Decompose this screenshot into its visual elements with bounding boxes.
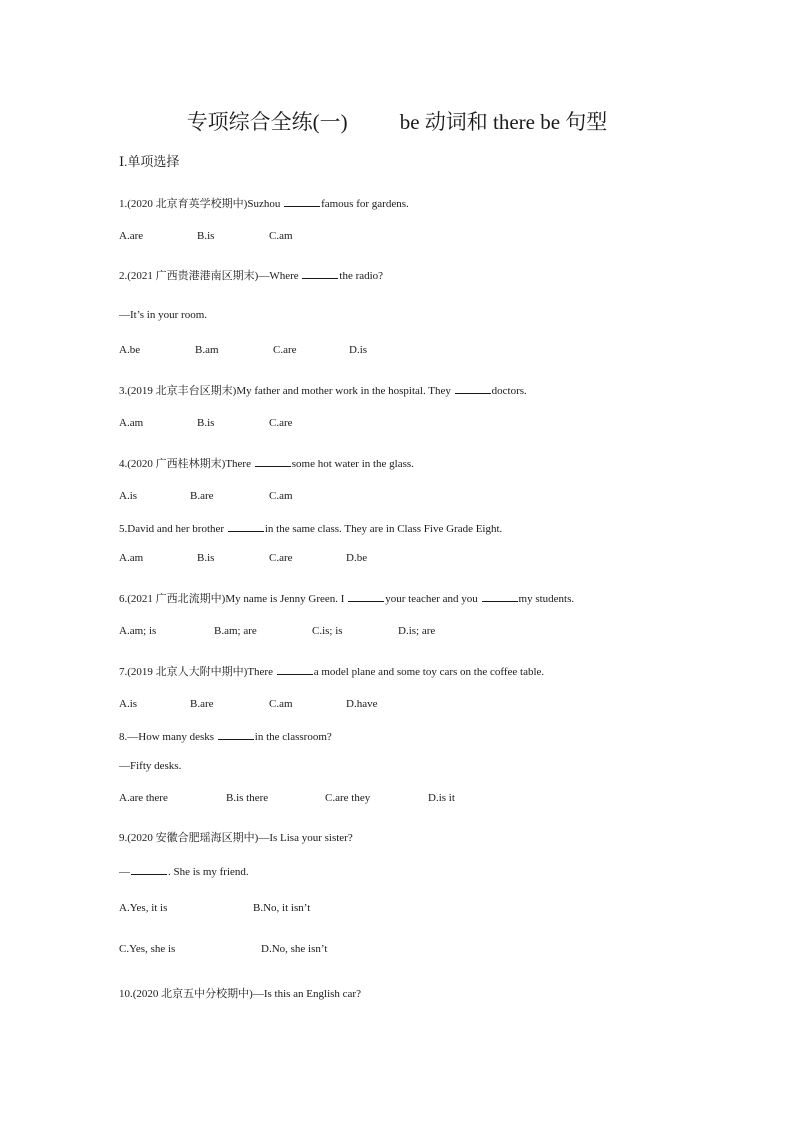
option-a: A.am; is	[119, 625, 157, 637]
option-c: C.is; is	[312, 625, 343, 637]
question-2: 2.(2021 广西贵港港南区期末)—Where the radio?	[119, 270, 384, 282]
question-1: 1.(2020 北京育英学校期中)Suzhou famous for gardens.	[119, 198, 409, 210]
option-c: C.am	[269, 230, 293, 242]
option-a: A.is	[119, 490, 138, 502]
option-a: A.is	[119, 698, 138, 710]
question-8-reply: —Fifty desks.	[119, 760, 182, 772]
answer-blank	[277, 664, 313, 675]
question-9: 9.(2020 安徽合肥瑶海区期中)—Is Lisa your sister?	[119, 832, 353, 844]
option-c: C.are they	[325, 792, 371, 804]
option-b: B.is there	[226, 792, 269, 804]
option-a: A.are there	[119, 792, 168, 804]
answer-blank	[284, 196, 320, 207]
question-7: 7.(2019 北京人大附中期中)There a model plane and some toy cars on the coffee table.	[119, 666, 545, 678]
option-b: B.am; are	[214, 625, 257, 637]
answer-blank	[482, 591, 518, 602]
option-c: C.Yes, she is	[119, 943, 176, 955]
answer-blank	[131, 864, 167, 875]
option-c: C.am	[269, 490, 293, 502]
option-b: B.is	[197, 230, 215, 242]
option-c: C.are	[273, 344, 297, 356]
question-10: 10.(2020 北京五中分校期中)—Is this an English car?	[119, 988, 361, 1000]
option-d: D.is; are	[398, 625, 436, 637]
option-d: D.No, she isn’t	[261, 943, 328, 955]
option-c: C.are	[269, 552, 293, 564]
option-a: A.am	[119, 417, 144, 429]
title-part2: be 动词和 there be 句型	[399, 110, 608, 134]
option-d: D.have	[346, 698, 378, 710]
option-a: A.be	[119, 344, 141, 356]
question-9-reply: — . She is my friend.	[119, 866, 249, 878]
answer-blank	[302, 268, 338, 279]
option-b: B.are	[190, 698, 214, 710]
option-b: B.is	[197, 552, 215, 564]
option-b: B.are	[190, 490, 214, 502]
answer-blank	[455, 383, 491, 394]
option-d: D.is	[349, 344, 368, 356]
question-6: 6.(2021 广西北流期中)My name is Jenny Green. I your teacher and you my students.	[119, 593, 575, 605]
answer-blank	[228, 521, 264, 532]
page-title	[0, 106, 794, 136]
option-b: B.No, it isn’t	[253, 902, 311, 914]
question-8: 8.—How many desks in the classroom?	[119, 731, 332, 743]
question-2-reply: —It’s in your room.	[119, 309, 207, 321]
title-part1: 专项综合全练(一)	[186, 110, 348, 134]
option-b: B.am	[195, 344, 219, 356]
option-a: A.are	[119, 230, 144, 242]
question-4: 4.(2020 广西桂林期末)There some hot water in the glass.	[119, 458, 414, 470]
section-heading: Ⅰ.单项选择	[119, 154, 180, 169]
option-a: A.am	[119, 552, 144, 564]
option-c: C.am	[269, 698, 293, 710]
option-c: C.are	[269, 417, 293, 429]
question-3: 3.(2019 北京丰台区期末)My father and mother work in the hospital. They doctors.	[119, 385, 527, 397]
question-5: 5.David and her brother in the same class. They are in Class Five Grade Eight.	[119, 523, 503, 535]
answer-blank	[218, 729, 254, 740]
option-d: D.be	[346, 552, 368, 564]
answer-blank	[348, 591, 384, 602]
option-a: A.Yes, it is	[119, 902, 168, 914]
option-b: B.is	[197, 417, 215, 429]
answer-blank	[255, 456, 291, 467]
option-d: D.is it	[428, 792, 455, 804]
